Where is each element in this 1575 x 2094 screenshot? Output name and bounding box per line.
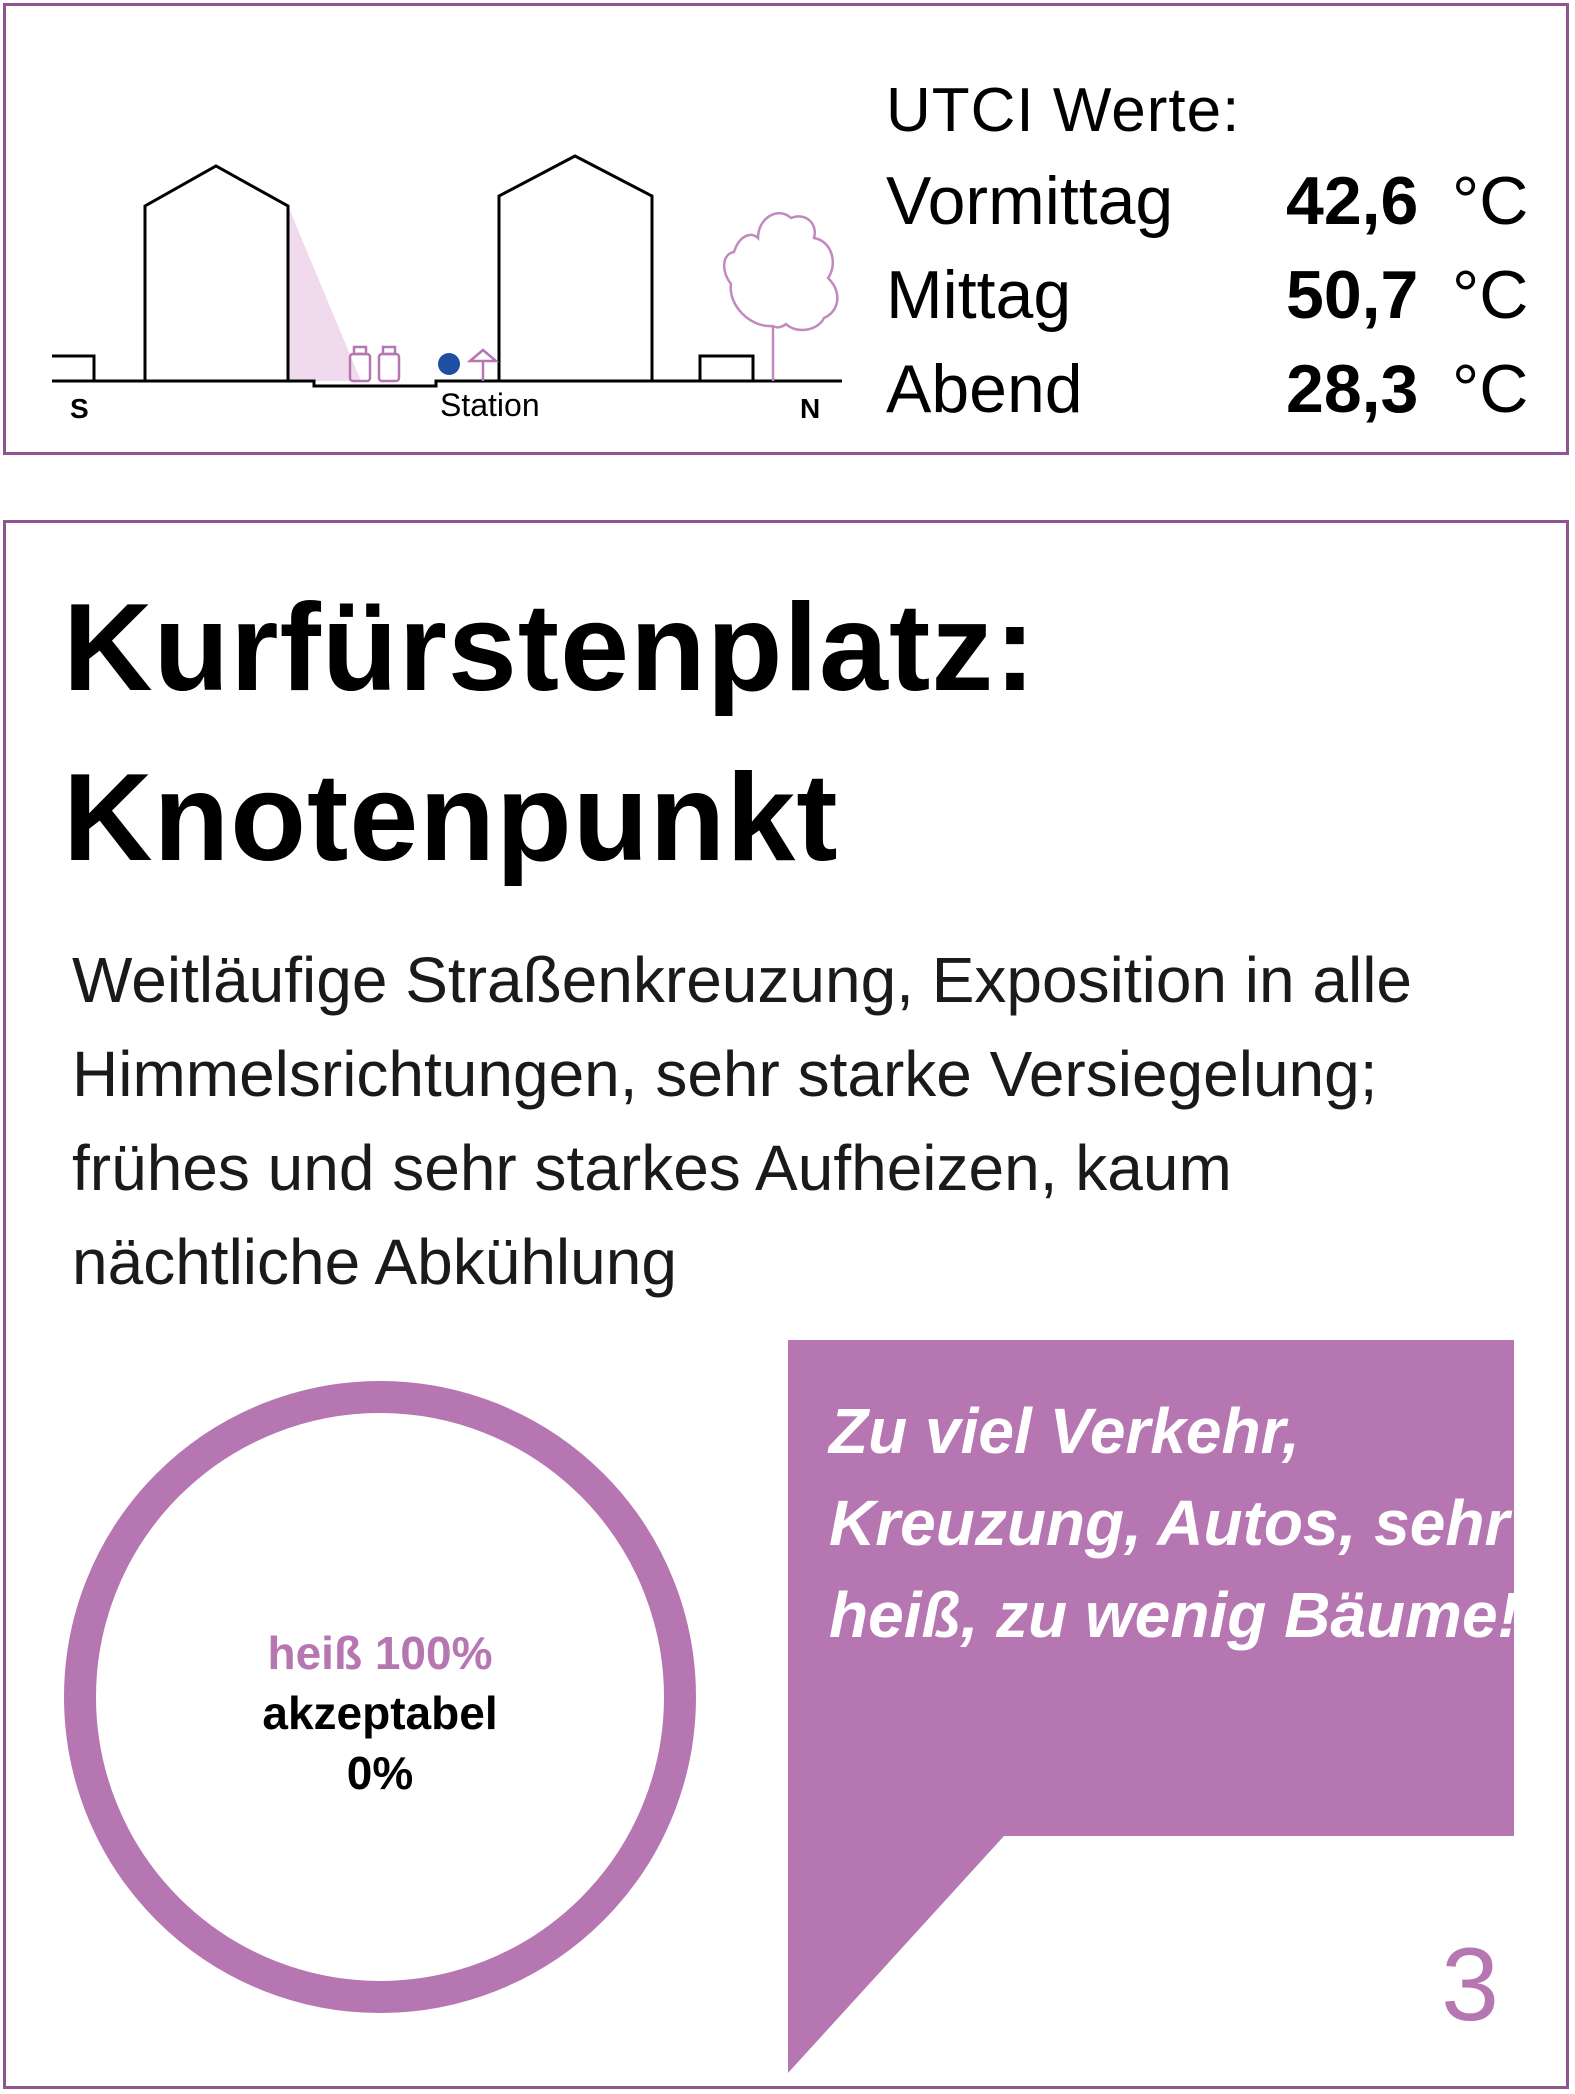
north-label: N <box>800 393 821 424</box>
south-label: S <box>70 393 89 424</box>
utci-label: Vormittag <box>886 163 1174 239</box>
rating-acceptable-value: 0% <box>346 1747 414 1799</box>
utci-value: 42,6 <box>1286 163 1419 239</box>
utci-label: Abend <box>886 351 1083 427</box>
utci-heading: UTCI Werte: <box>886 76 1241 145</box>
utci-values <box>886 68 1556 436</box>
utci-unit: °C <box>1452 257 1529 333</box>
utci-unit: °C <box>1452 163 1529 239</box>
quote-text: Zu viel Verkehr, Kreuzung, Autos, sehr heiß, zu wenig Bäume! <box>829 1395 1519 1651</box>
utci-label: Mittag <box>886 257 1072 333</box>
small-building-south <box>52 356 94 381</box>
street-section-diagram <box>6 6 866 452</box>
rating-hot: heiß 100% <box>267 1627 493 1679</box>
rating-acceptable-label: akzeptabel <box>262 1687 498 1739</box>
house-north <box>499 156 652 381</box>
page-number: 3 <box>1441 1927 1499 2043</box>
title-line-2: Knotenpunkt <box>63 749 839 887</box>
rating-text <box>96 1623 664 1803</box>
card-title <box>63 563 1523 903</box>
rating-donut <box>64 1381 696 2013</box>
location-card <box>3 520 1569 2089</box>
station-label: Station <box>440 387 540 423</box>
utci-row-vormittag <box>886 154 1556 248</box>
station-sign-icon <box>470 350 496 381</box>
card-description: Weitläufige Straßenkreuzung, Exposition in alle Himmelsrichtungen, sehr starke Versiegelung; frühes und sehr starkes Aufheizen, kaum nächtliche Abkühlung <box>72 944 1412 1298</box>
person-dot <box>438 353 460 375</box>
utci-value: 28,3 <box>1286 351 1419 427</box>
utci-row-abend <box>886 342 1556 436</box>
title-line-1: Kurfürstenplatz: <box>63 579 1037 717</box>
house-south <box>145 166 288 381</box>
utci-unit: °C <box>1452 351 1529 427</box>
utci-row-mittag <box>886 248 1556 342</box>
utci-value: 50,7 <box>1286 257 1419 333</box>
small-building-north <box>700 356 753 381</box>
utci-panel <box>3 3 1569 455</box>
